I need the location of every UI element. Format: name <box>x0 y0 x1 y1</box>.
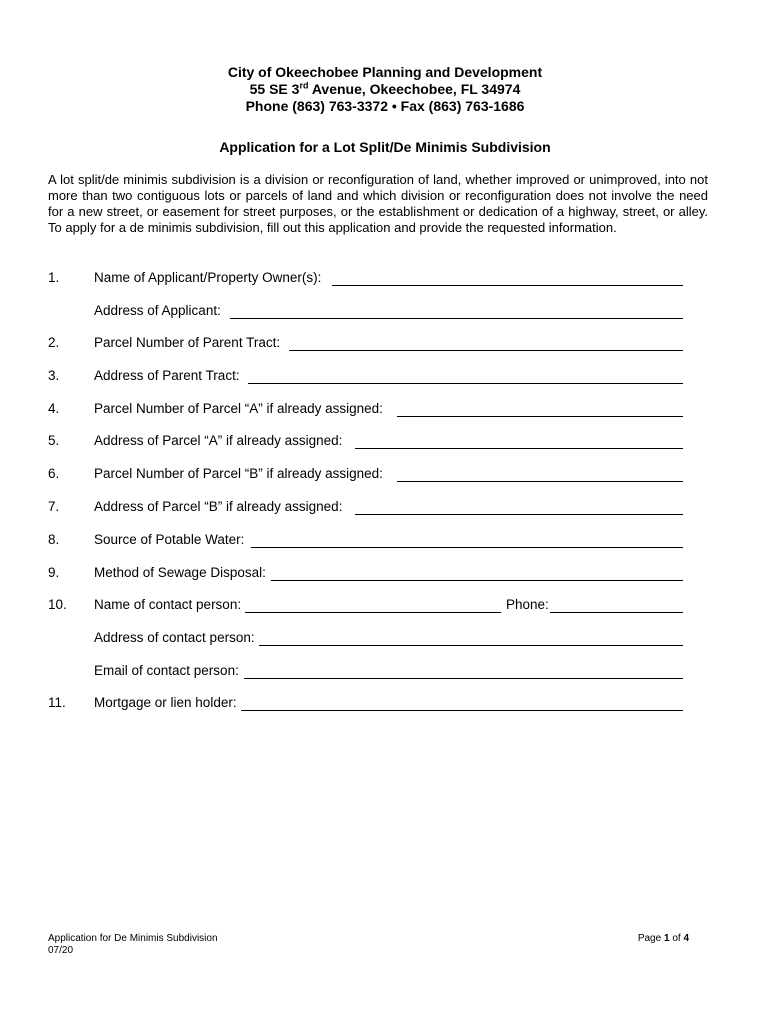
field-label: Parcel Number of Parent Tract: <box>94 335 281 350</box>
total-pages: 4 <box>683 933 689 944</box>
field-label: Address of Parcel “A” if already assigned: <box>94 433 343 448</box>
field-parcel-a-address <box>0 433 770 451</box>
field-label: Parcel Number of Parcel “B” if already assigned: <box>94 466 383 481</box>
field-contact-email <box>0 663 770 681</box>
footer-form-info <box>48 933 218 957</box>
field-label: Source of Potable Water: <box>94 532 245 547</box>
field-label: Mortgage or lien holder: <box>94 695 237 710</box>
contact-email-input[interactable] <box>244 678 683 679</box>
department-name: City of Okeechobee Planning and Development <box>227 64 543 80</box>
field-number: 4. <box>48 401 60 416</box>
field-number: 8. <box>48 532 60 547</box>
field-parcel-b-address <box>0 499 770 517</box>
parent-parcel-number-input[interactable] <box>289 350 683 351</box>
current-page: 1 <box>663 933 670 944</box>
intro-paragraph: A lot split/de minimis subdivision is a division or reconfiguration of land, whether improved or unimproved, into not more than two contiguous lots or parcels of land and which division or reconfiguration does not involve the need for a new street, or easement for street purposes, or the establishment or dedication of a highway, street, or alley. To apply for a de minimis subdivision, fill out this application and provide the requested information. <box>48 172 708 235</box>
page-indicator: Page 1 of 4 <box>637 933 689 944</box>
field-applicant-address <box>0 303 770 321</box>
field-contact-name <box>0 597 770 615</box>
field-label: Address of Parent Tract: <box>94 368 240 383</box>
footer-form-name: Application for De Minimis Subdivision <box>48 933 218 944</box>
contact-name-input[interactable] <box>245 612 501 613</box>
footer-revision-date: 07/20 <box>48 945 74 956</box>
field-label: Email of contact person: <box>94 663 239 678</box>
field-parent-address <box>0 368 770 386</box>
contact-address-input[interactable] <box>259 645 683 646</box>
field-number: 5. <box>48 433 60 448</box>
form-title: Application for a Lot Split/De Minimis Subdivision <box>219 139 551 155</box>
field-mortgage-holder <box>0 695 770 713</box>
field-parcel-a-number <box>0 401 770 419</box>
field-number: 1. <box>48 270 60 285</box>
field-parent-parcel-number <box>0 335 770 353</box>
letterhead <box>0 64 770 115</box>
field-label: Address of Parcel “B” if already assigned: <box>94 499 343 514</box>
parcel-b-number-input[interactable] <box>397 481 683 482</box>
potable-water-input[interactable] <box>251 547 683 548</box>
field-applicant-name <box>0 270 770 288</box>
parcel-a-address-input[interactable] <box>355 448 683 449</box>
field-label: Method of Sewage Disposal: <box>94 565 266 580</box>
field-sewage-disposal <box>0 565 770 583</box>
mortgage-holder-input[interactable] <box>241 710 683 711</box>
field-label: Parcel Number of Parcel “A” if already assigned: <box>94 401 383 416</box>
field-potable-water <box>0 532 770 550</box>
field-number: 9. <box>48 565 60 580</box>
sewage-disposal-input[interactable] <box>271 580 683 581</box>
applicant-address-input[interactable] <box>230 318 683 319</box>
applicant-name-input[interactable] <box>332 285 683 286</box>
parcel-b-address-input[interactable] <box>355 514 683 515</box>
field-contact-address <box>0 630 770 648</box>
field-number: 10. <box>48 597 67 612</box>
parcel-a-number-input[interactable] <box>397 416 683 417</box>
field-number: 3. <box>48 368 60 383</box>
field-number: 7. <box>48 499 60 514</box>
field-label: Address of Applicant: <box>94 303 221 318</box>
phone-label: Phone: <box>506 597 549 612</box>
field-number: 11. <box>48 695 66 710</box>
field-label: Name of contact person: <box>94 597 242 612</box>
field-label: Name of Applicant/Property Owner(s): <box>94 270 322 285</box>
contact-phone-input[interactable] <box>550 612 683 613</box>
department-phone-fax: Phone (863) 763-3372 • Fax (863) 763-1686 <box>245 98 525 114</box>
parent-address-input[interactable] <box>248 383 683 384</box>
field-parcel-b-number <box>0 466 770 484</box>
field-label: Address of contact person: <box>94 630 255 645</box>
field-number: 2. <box>48 335 60 350</box>
department-address: 55 SE 3rd Avenue, Okeechobee, FL 34974 <box>249 80 521 97</box>
field-number: 6. <box>48 466 60 481</box>
